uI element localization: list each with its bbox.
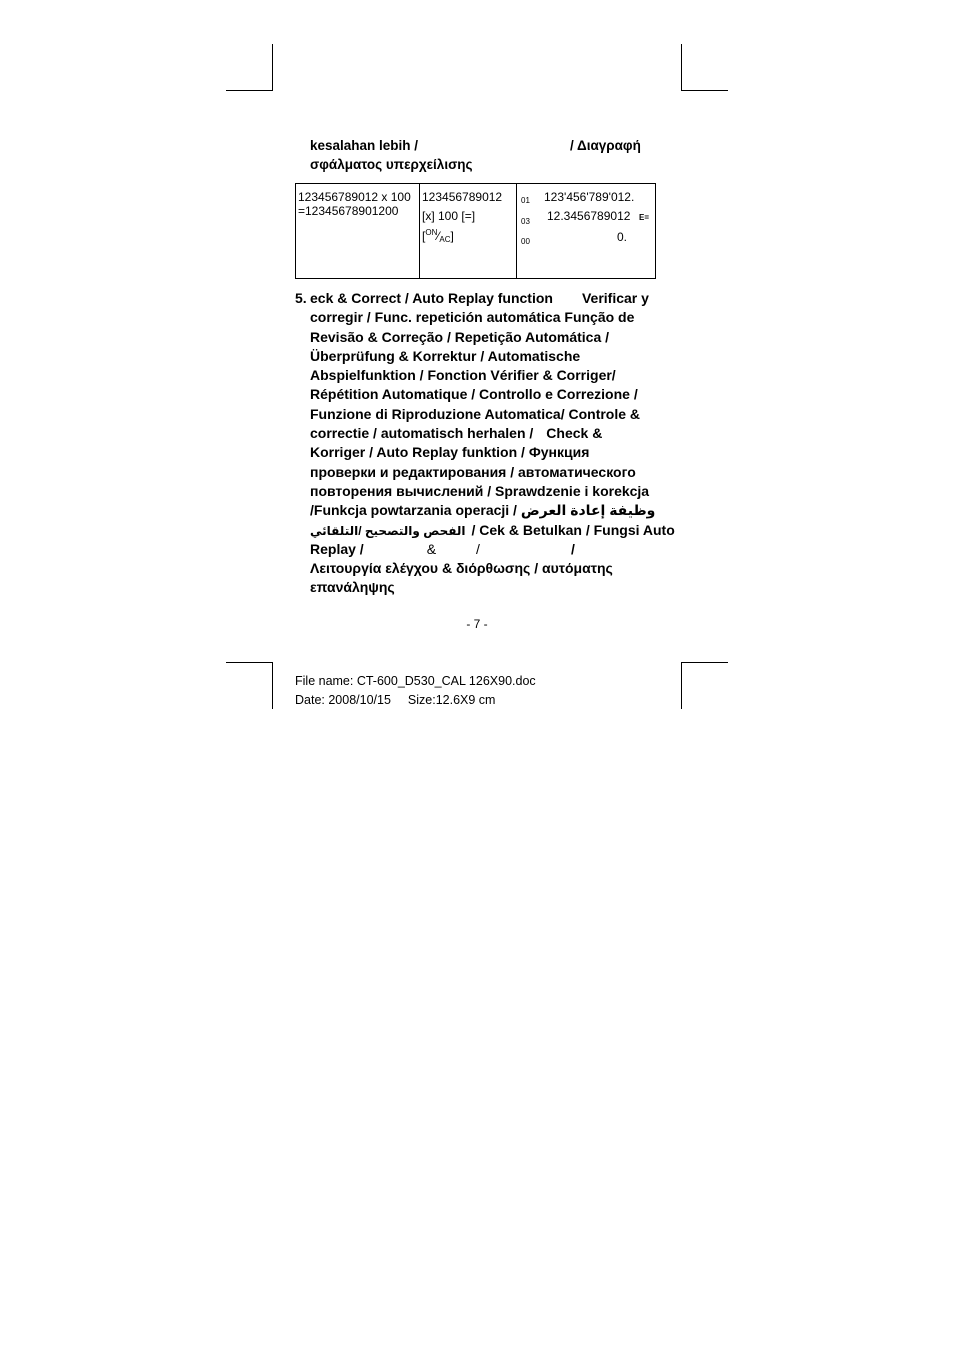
crop-mark-bottom-left-horizontal bbox=[226, 662, 273, 663]
table-divider-1 bbox=[419, 184, 420, 278]
crop-mark-top-left-vertical bbox=[272, 44, 273, 90]
heading-line1-right: / Διαγραφή bbox=[570, 138, 641, 153]
calculation-line-1: 123456789012 x 100 bbox=[298, 190, 411, 204]
crop-mark-bottom-right-vertical bbox=[681, 662, 682, 709]
key-sequence-line-1: 123456789012 bbox=[422, 190, 503, 204]
section-line: Λειτουργία ελέγχου & διόρθωσης / αυτόματης bbox=[310, 560, 613, 577]
section-line: Répétition Automatique / Controllo e Correzione / bbox=[310, 386, 638, 403]
example-table bbox=[295, 183, 656, 279]
section-line: eck & Correct / Auto Replay function Verificar y bbox=[310, 290, 649, 306]
crop-mark-bottom-right-horizontal bbox=[681, 662, 728, 663]
heading-line2: σφάλματος υπερχείλισης bbox=[310, 157, 473, 172]
section-line: проверки и редактирования / автоматического bbox=[310, 463, 636, 480]
error-indicator: E= bbox=[639, 213, 650, 222]
section-line: Überprüfung & Korrektur / Automatische bbox=[310, 347, 581, 364]
footer-date: Date: 2008/10/15 bbox=[295, 693, 391, 707]
crop-mark-top-right-vertical bbox=[681, 44, 682, 90]
on-key-label: ON bbox=[425, 228, 438, 237]
section-line: επανάληψης bbox=[310, 579, 395, 596]
step-number-2: 03 bbox=[521, 217, 530, 226]
calculation-line-2: =12345678901200 bbox=[298, 204, 399, 218]
section-line: correctie / automatisch herhalen / Check & bbox=[310, 425, 603, 442]
section-line: Funzione di Riproduzione Automatica/ Controle & bbox=[310, 405, 641, 422]
crop-mark-top-left-horizontal bbox=[226, 90, 273, 91]
page-number: - 7 - bbox=[466, 617, 488, 631]
footer-size: Size:12.6X9 cm bbox=[407, 693, 496, 707]
on-ac-key: [$^{ON}$⁄AC] bbox=[422, 228, 454, 244]
ac-key-label: AC bbox=[439, 235, 451, 244]
table-divider-2 bbox=[516, 184, 517, 278]
crop-mark-top-right-horizontal bbox=[681, 90, 728, 91]
section-number: 5. bbox=[295, 290, 307, 306]
section-line: corregir / Func. repetición automática Função de bbox=[310, 309, 635, 326]
footer-date-size bbox=[295, 693, 495, 707]
display-value-3: 0. bbox=[617, 230, 628, 244]
footer-file-name: File name: CT-600_D530_CAL 126X90.doc bbox=[295, 674, 536, 688]
section-line: Revisão & Correção / Repetição Automática / bbox=[310, 328, 610, 345]
heading-line1-left: kesalahan lebih / bbox=[310, 138, 419, 153]
step-number-1: 01 bbox=[521, 196, 530, 205]
section-line: повторения вычислений / Sprawdzenie i korekcja bbox=[310, 482, 650, 499]
display-value-2: 12.3456789012 bbox=[547, 209, 631, 223]
key-sequence-line-2: [x] 100 [=] bbox=[422, 209, 476, 223]
section-line: Abspielfunktion / Fonction Vérifier & Corriger/ bbox=[310, 367, 616, 384]
section-line: الفحص والتصحيح /التلقائي / Cek & Betulkan / Fungsi Auto bbox=[310, 521, 675, 538]
display-value-1: 123'456'789'012. bbox=[544, 190, 635, 204]
section-line: /Funkcja powtarzania operacji / وظيفة إعادة العرض bbox=[310, 502, 656, 519]
step-number-3: 00 bbox=[521, 237, 530, 246]
crop-mark-bottom-left-vertical bbox=[272, 662, 273, 709]
section-5-body bbox=[310, 289, 675, 598]
section-line: Korriger / Auto Replay funktion / Функция bbox=[310, 444, 590, 461]
section-line: Replay / & / / bbox=[310, 540, 575, 557]
